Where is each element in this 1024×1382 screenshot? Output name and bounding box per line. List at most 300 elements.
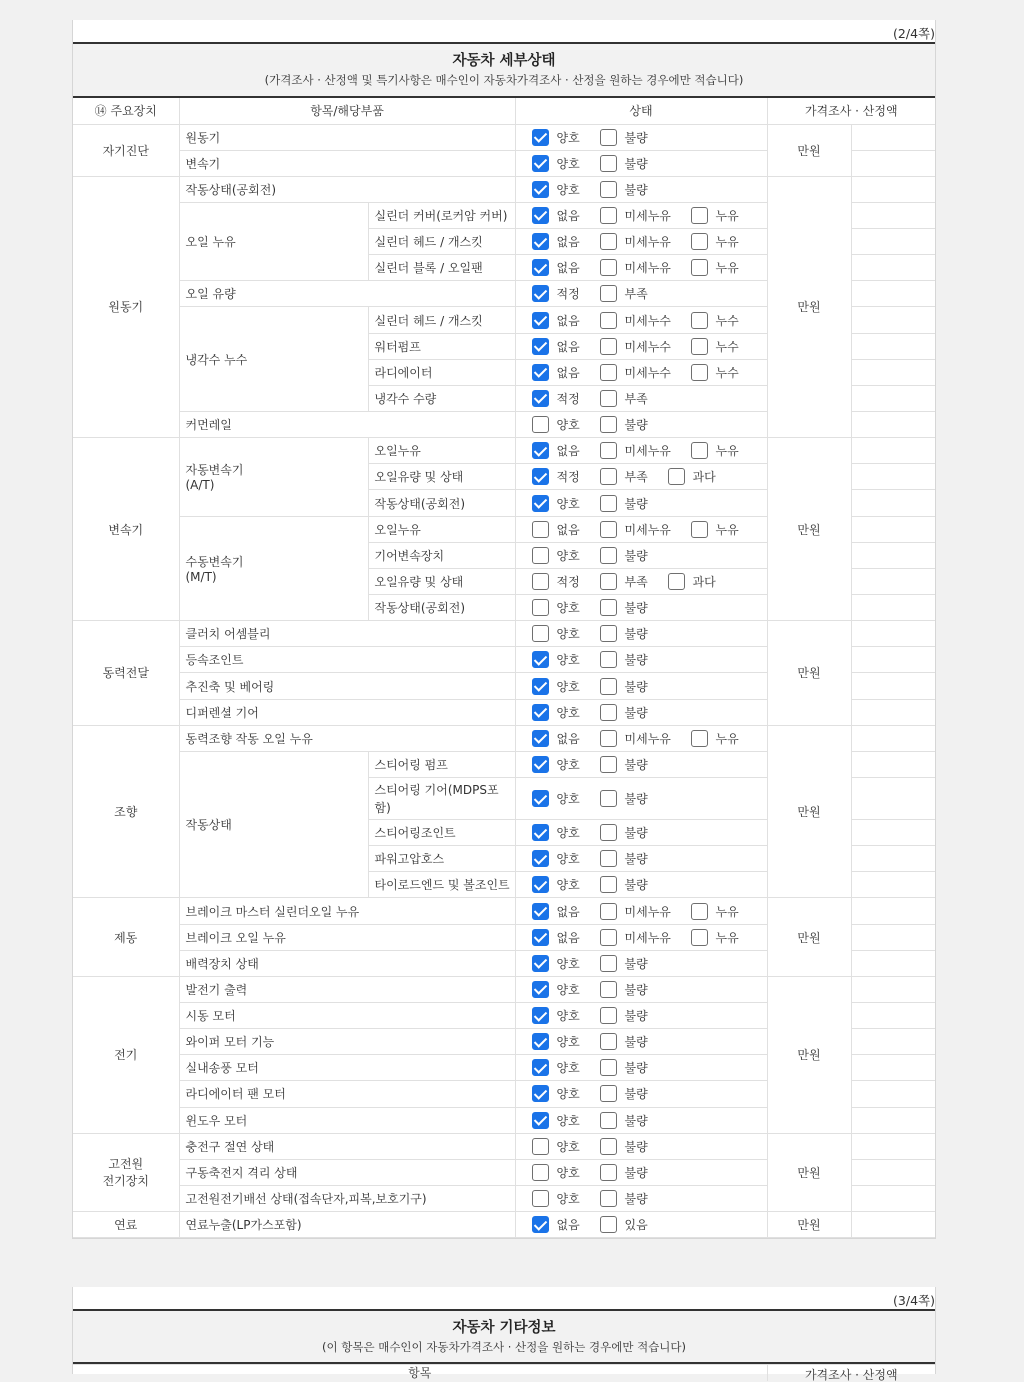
status-option[interactable]: [691, 233, 739, 250]
status-option[interactable]: [532, 730, 600, 747]
unchecked-checkbox[interactable]: [600, 678, 617, 695]
checked-checkbox[interactable]: [532, 285, 549, 302]
item-cell: 라디에이터 팬 모터: [179, 1081, 515, 1107]
status-option[interactable]: [532, 495, 600, 512]
price-unit-cell: 만원: [767, 438, 851, 621]
status-option-label: 불량: [624, 852, 648, 867]
status-option[interactable]: [532, 1164, 600, 1181]
status-option[interactable]: [600, 181, 648, 198]
unchecked-checkbox[interactable]: [600, 756, 617, 773]
status-option[interactable]: [532, 338, 600, 355]
remarks-input-cell[interactable]: [851, 516, 935, 542]
remarks-input-cell[interactable]: [851, 1212, 935, 1238]
unchecked-checkbox[interactable]: [532, 1164, 549, 1181]
item-cell: 고전원전기배선 상태(접속단자,피복,보호기구): [179, 1185, 515, 1211]
checked-checkbox[interactable]: [532, 730, 549, 747]
checked-checkbox[interactable]: [532, 1085, 549, 1102]
status-option-label: 양호: [556, 496, 580, 511]
unchecked-checkbox[interactable]: [668, 573, 685, 590]
unchecked-checkbox[interactable]: [600, 876, 617, 893]
remarks-input-cell[interactable]: [851, 820, 935, 846]
remarks-input-cell[interactable]: [851, 359, 935, 385]
remarks-input-cell[interactable]: [851, 778, 935, 820]
remarks-input-cell[interactable]: [851, 124, 935, 150]
status-option[interactable]: [532, 390, 600, 407]
unchecked-checkbox[interactable]: [600, 155, 617, 172]
remarks-input-cell[interactable]: [851, 1133, 935, 1159]
unchecked-checkbox[interactable]: [600, 442, 617, 459]
remarks-input-cell[interactable]: [851, 673, 935, 699]
status-option[interactable]: [691, 442, 739, 459]
unchecked-checkbox[interactable]: [600, 1138, 617, 1155]
unchecked-checkbox[interactable]: [600, 547, 617, 564]
checked-checkbox[interactable]: [532, 1033, 549, 1050]
status-option-label: 불량: [624, 1087, 648, 1102]
status-option[interactable]: [600, 233, 691, 250]
unchecked-checkbox[interactable]: [600, 599, 617, 616]
status-option[interactable]: [532, 468, 600, 485]
status-option[interactable]: [600, 850, 648, 867]
remarks-input-cell[interactable]: [851, 150, 935, 176]
status-cell: [515, 699, 767, 725]
unchecked-checkbox[interactable]: [691, 312, 708, 329]
remarks-input-cell[interactable]: [851, 307, 935, 333]
status-option[interactable]: [691, 521, 739, 538]
status-option[interactable]: [532, 1085, 600, 1102]
remarks-input-cell[interactable]: [851, 1081, 935, 1107]
unchecked-checkbox[interactable]: [600, 981, 617, 998]
status-option[interactable]: [532, 790, 600, 807]
status-cell: [515, 924, 767, 950]
unchecked-checkbox[interactable]: [691, 929, 708, 946]
status-option-label: 양호: [556, 601, 580, 616]
unchecked-checkbox[interactable]: [600, 850, 617, 867]
status-option[interactable]: [600, 338, 691, 355]
unchecked-checkbox[interactable]: [532, 416, 549, 433]
sub-item-cell: 실린더 커버(로커암 커버): [368, 202, 515, 228]
status-option[interactable]: [600, 155, 648, 172]
status-option[interactable]: [532, 678, 600, 695]
status-option[interactable]: [532, 129, 600, 146]
status-option-label: 불량: [624, 679, 648, 694]
checked-checkbox[interactable]: [532, 468, 549, 485]
status-option[interactable]: [532, 1138, 600, 1155]
checked-checkbox[interactable]: [532, 929, 549, 946]
unchecked-checkbox[interactable]: [532, 1190, 549, 1207]
unchecked-checkbox[interactable]: [600, 468, 617, 485]
checked-checkbox[interactable]: [532, 1216, 549, 1233]
status-cell: [515, 846, 767, 872]
status-option[interactable]: [600, 981, 648, 998]
status-option[interactable]: [532, 259, 600, 276]
remarks-input-cell[interactable]: [851, 898, 935, 924]
status-option[interactable]: [532, 181, 600, 198]
status-option[interactable]: [600, 521, 691, 538]
checked-checkbox[interactable]: [532, 651, 549, 668]
status-option[interactable]: [532, 573, 600, 590]
remarks-input-cell[interactable]: [851, 1029, 935, 1055]
status-option[interactable]: [600, 442, 691, 459]
status-option[interactable]: [532, 285, 600, 302]
item-cell: 클러치 어셈블리: [179, 621, 515, 647]
remarks-input-cell[interactable]: [851, 229, 935, 255]
unchecked-checkbox[interactable]: [600, 338, 617, 355]
unchecked-checkbox[interactable]: [600, 955, 617, 972]
checked-checkbox[interactable]: [532, 903, 549, 920]
header-price: 가격조사 · 산정액: [767, 1365, 935, 1382]
unchecked-checkbox[interactable]: [691, 364, 708, 381]
unchecked-checkbox[interactable]: [691, 259, 708, 276]
status-option[interactable]: [600, 285, 648, 302]
unchecked-checkbox[interactable]: [532, 521, 549, 538]
unchecked-checkbox[interactable]: [600, 1216, 617, 1233]
checked-checkbox[interactable]: [532, 756, 549, 773]
remarks-input-cell[interactable]: [851, 924, 935, 950]
remarks-input-cell[interactable]: [851, 699, 935, 725]
status-option[interactable]: [600, 824, 648, 841]
item-cell: 오일 누유: [179, 202, 368, 280]
status-option[interactable]: [691, 312, 739, 329]
status-option[interactable]: [600, 207, 691, 224]
unchecked-checkbox[interactable]: [668, 468, 685, 485]
status-option[interactable]: [600, 1138, 648, 1155]
checked-checkbox[interactable]: [532, 1059, 549, 1076]
status-option[interactable]: [532, 416, 600, 433]
sub-item-cell: 오일유량 및 상태: [368, 568, 515, 594]
remarks-input-cell[interactable]: [851, 438, 935, 464]
status-option-label: 없음: [556, 365, 580, 380]
status-option-label: 불량: [624, 1192, 648, 1207]
status-option[interactable]: [600, 364, 691, 381]
unchecked-checkbox[interactable]: [600, 521, 617, 538]
unchecked-checkbox[interactable]: [600, 285, 617, 302]
unchecked-checkbox[interactable]: [600, 312, 617, 329]
status-option[interactable]: [532, 651, 600, 668]
remarks-input-cell[interactable]: [851, 1003, 935, 1029]
status-cell: [515, 412, 767, 438]
item-cell: 발전기 출력: [179, 976, 515, 1002]
remarks-input-cell[interactable]: [851, 1055, 935, 1081]
status-option-label: 양호: [556, 878, 580, 893]
unchecked-checkbox[interactable]: [600, 573, 617, 590]
remarks-input-cell[interactable]: [851, 1107, 935, 1133]
status-option[interactable]: [600, 390, 648, 407]
status-option[interactable]: [532, 1033, 600, 1050]
checked-checkbox[interactable]: [532, 981, 549, 998]
remarks-input-cell[interactable]: [851, 1185, 935, 1211]
unchecked-checkbox[interactable]: [600, 1190, 617, 1207]
status-option[interactable]: [532, 756, 600, 773]
status-option[interactable]: [600, 625, 648, 642]
status-option-label: 양호: [556, 1061, 580, 1076]
status-option-label: 없음: [556, 313, 580, 328]
status-option-label: 부족: [624, 470, 648, 485]
status-cell: [515, 725, 767, 751]
checked-checkbox[interactable]: [532, 1112, 549, 1129]
status-cell: [515, 281, 767, 307]
status-option[interactable]: [600, 495, 648, 512]
remarks-input-cell[interactable]: [851, 333, 935, 359]
status-option[interactable]: [532, 1216, 600, 1233]
status-option[interactable]: [600, 678, 648, 695]
status-option[interactable]: [691, 207, 739, 224]
status-option[interactable]: [691, 259, 739, 276]
status-option[interactable]: [600, 416, 648, 433]
status-option[interactable]: [532, 155, 600, 172]
status-option[interactable]: [532, 981, 600, 998]
checked-checkbox[interactable]: [532, 312, 549, 329]
item-cell: 자동변속기 (A/T): [179, 438, 368, 516]
checked-checkbox[interactable]: [532, 824, 549, 841]
checked-checkbox[interactable]: [532, 338, 549, 355]
unchecked-checkbox[interactable]: [600, 1059, 617, 1076]
unchecked-checkbox[interactable]: [600, 1007, 617, 1024]
unchecked-checkbox[interactable]: [600, 824, 617, 841]
status-option[interactable]: [532, 364, 600, 381]
checked-checkbox[interactable]: [532, 790, 549, 807]
unchecked-checkbox[interactable]: [532, 547, 549, 564]
status-option[interactable]: [600, 1112, 648, 1129]
price-unit-cell: 만원: [767, 124, 851, 176]
status-option[interactable]: [668, 468, 716, 485]
unchecked-checkbox[interactable]: [600, 1085, 617, 1102]
unchecked-checkbox[interactable]: [600, 704, 617, 721]
status-option[interactable]: [532, 903, 600, 920]
remarks-input-cell[interactable]: [851, 950, 935, 976]
unchecked-checkbox[interactable]: [600, 495, 617, 512]
status-option[interactable]: [532, 312, 600, 329]
remarks-input-cell[interactable]: [851, 872, 935, 898]
unchecked-checkbox[interactable]: [600, 364, 617, 381]
status-option-label: 불량: [624, 1139, 648, 1154]
unchecked-checkbox[interactable]: [600, 233, 617, 250]
status-option-label: 불량: [624, 548, 648, 563]
checked-checkbox[interactable]: [532, 678, 549, 695]
remarks-input-cell[interactable]: [851, 751, 935, 777]
checked-checkbox[interactable]: [532, 207, 549, 224]
status-option[interactable]: [532, 955, 600, 972]
remarks-input-cell[interactable]: [851, 412, 935, 438]
unchecked-checkbox[interactable]: [600, 625, 617, 642]
status-option[interactable]: [600, 704, 648, 721]
status-option[interactable]: [600, 468, 668, 485]
remarks-input-cell[interactable]: [851, 542, 935, 568]
unchecked-checkbox[interactable]: [600, 181, 617, 198]
status-option[interactable]: [532, 547, 600, 564]
unchecked-checkbox[interactable]: [691, 442, 708, 459]
checked-checkbox[interactable]: [532, 955, 549, 972]
status-option[interactable]: [600, 651, 648, 668]
status-option[interactable]: [600, 1033, 648, 1050]
status-option[interactable]: [600, 730, 691, 747]
checked-checkbox[interactable]: [532, 876, 549, 893]
remarks-input-cell[interactable]: [851, 568, 935, 594]
checked-checkbox[interactable]: [532, 850, 549, 867]
unchecked-checkbox[interactable]: [600, 730, 617, 747]
remarks-input-cell[interactable]: [851, 281, 935, 307]
unchecked-checkbox[interactable]: [600, 790, 617, 807]
checked-checkbox[interactable]: [532, 704, 549, 721]
status-option-label: 누유: [715, 522, 739, 537]
status-option[interactable]: [532, 704, 600, 721]
checked-checkbox[interactable]: [532, 364, 549, 381]
unchecked-checkbox[interactable]: [600, 390, 617, 407]
status-option[interactable]: [600, 573, 668, 590]
detail-status-table: [73, 98, 935, 1238]
status-option-label: 누유: [715, 904, 739, 919]
unchecked-checkbox[interactable]: [600, 129, 617, 146]
status-option-label: 양호: [556, 1087, 580, 1102]
remarks-input-cell[interactable]: [851, 202, 935, 228]
unchecked-checkbox[interactable]: [600, 259, 617, 276]
category-cell: 연료: [73, 1212, 179, 1238]
status-option-label: 누유: [715, 261, 739, 276]
status-option[interactable]: [691, 929, 739, 946]
unchecked-checkbox[interactable]: [532, 573, 549, 590]
remarks-input-cell[interactable]: [851, 490, 935, 516]
unchecked-checkbox[interactable]: [600, 1033, 617, 1050]
status-option[interactable]: [691, 730, 739, 747]
status-cell: [515, 490, 767, 516]
status-option[interactable]: [600, 1164, 648, 1181]
category-cell: 전기: [73, 976, 179, 1133]
status-option-label: 미세누유: [624, 904, 671, 919]
status-option[interactable]: [600, 903, 691, 920]
header-status: 상태: [515, 98, 767, 124]
unchecked-checkbox[interactable]: [532, 625, 549, 642]
checked-checkbox[interactable]: [532, 259, 549, 276]
status-option[interactable]: [691, 903, 739, 920]
status-option[interactable]: [600, 1007, 648, 1024]
status-option-label: 불량: [624, 653, 648, 668]
status-option[interactable]: [691, 338, 739, 355]
status-option[interactable]: [600, 1085, 648, 1102]
unchecked-checkbox[interactable]: [600, 1112, 617, 1129]
unchecked-checkbox[interactable]: [691, 903, 708, 920]
item-cell: 윈도우 모터: [179, 1107, 515, 1133]
status-cell: [515, 1055, 767, 1081]
status-cell: [515, 621, 767, 647]
remarks-input-cell[interactable]: [851, 595, 935, 621]
checked-checkbox[interactable]: [532, 1007, 549, 1024]
status-option[interactable]: [532, 233, 600, 250]
unchecked-checkbox[interactable]: [691, 233, 708, 250]
sub-item-cell: 오일누유: [368, 516, 515, 542]
status-option[interactable]: [532, 521, 600, 538]
sub-item-cell: 기어변속장치: [368, 542, 515, 568]
header-item: 항목/해당부품: [179, 98, 515, 124]
status-option[interactable]: [600, 129, 648, 146]
checked-checkbox[interactable]: [532, 233, 549, 250]
unchecked-checkbox[interactable]: [600, 651, 617, 668]
remarks-input-cell[interactable]: [851, 464, 935, 490]
status-option[interactable]: [532, 850, 600, 867]
checked-checkbox[interactable]: [532, 390, 549, 407]
status-option-label: 불량: [624, 705, 648, 720]
unchecked-checkbox[interactable]: [691, 521, 708, 538]
checked-checkbox[interactable]: [532, 442, 549, 459]
section-header: [73, 1309, 935, 1364]
status-option-label: 있음: [624, 1218, 648, 1233]
unchecked-checkbox[interactable]: [600, 903, 617, 920]
status-option[interactable]: [532, 442, 600, 459]
remarks-input-cell[interactable]: [851, 255, 935, 281]
status-option[interactable]: [532, 1007, 600, 1024]
status-cell: [515, 595, 767, 621]
remarks-input-cell[interactable]: [851, 1159, 935, 1185]
status-option[interactable]: [532, 929, 600, 946]
unchecked-checkbox[interactable]: [691, 207, 708, 224]
status-option[interactable]: [532, 1112, 600, 1129]
price-unit-cell: 만원: [767, 898, 851, 976]
status-option[interactable]: [532, 625, 600, 642]
status-option-label: 불량: [624, 1035, 648, 1050]
unchecked-checkbox[interactable]: [600, 207, 617, 224]
unchecked-checkbox[interactable]: [691, 338, 708, 355]
status-option[interactable]: [600, 599, 648, 616]
status-option[interactable]: [600, 955, 648, 972]
unchecked-checkbox[interactable]: [600, 929, 617, 946]
status-option-label: 불량: [624, 1061, 648, 1076]
status-cell: [515, 229, 767, 255]
remarks-input-cell[interactable]: [851, 725, 935, 751]
unchecked-checkbox[interactable]: [691, 730, 708, 747]
status-option[interactable]: [532, 207, 600, 224]
status-option[interactable]: [532, 876, 600, 893]
status-option[interactable]: [668, 573, 716, 590]
remarks-input-cell[interactable]: [851, 385, 935, 411]
status-option[interactable]: [600, 876, 648, 893]
status-option[interactable]: [600, 259, 691, 276]
checked-checkbox[interactable]: [532, 129, 549, 146]
remarks-input-cell[interactable]: [851, 846, 935, 872]
item-cell: 브레이크 오일 누유: [179, 924, 515, 950]
status-option[interactable]: [532, 599, 600, 616]
status-option[interactable]: [600, 1216, 648, 1233]
status-option[interactable]: [600, 756, 648, 773]
sub-item-cell: 스티어링 기어(MDPS포함): [368, 778, 515, 820]
section-subtitle: (이 항목은 매수인이 자동차가격조사 · 산정을 원하는 경우에만 적습니다): [321, 1340, 687, 1354]
remarks-input-cell[interactable]: [851, 976, 935, 1002]
status-option[interactable]: [600, 312, 691, 329]
status-option-label: 미세누수: [624, 365, 671, 380]
remarks-input-cell[interactable]: [851, 176, 935, 202]
sub-item-cell: 실린더 블록 / 오일팬: [368, 255, 515, 281]
status-option[interactable]: [600, 790, 648, 807]
unchecked-checkbox[interactable]: [532, 1138, 549, 1155]
status-option[interactable]: [600, 929, 691, 946]
status-option[interactable]: [600, 1190, 648, 1207]
checked-checkbox[interactable]: [532, 495, 549, 512]
checked-checkbox[interactable]: [532, 181, 549, 198]
status-option[interactable]: [600, 1059, 648, 1076]
status-option[interactable]: [600, 547, 648, 564]
item-cell: 시동 모터: [179, 1003, 515, 1029]
unchecked-checkbox[interactable]: [532, 599, 549, 616]
remarks-input-cell[interactable]: [851, 621, 935, 647]
status-option[interactable]: [532, 1190, 600, 1207]
unchecked-checkbox[interactable]: [600, 416, 617, 433]
remarks-input-cell[interactable]: [851, 647, 935, 673]
status-option[interactable]: [532, 824, 600, 841]
unchecked-checkbox[interactable]: [600, 1164, 617, 1181]
status-option[interactable]: [532, 1059, 600, 1076]
status-option-label: 양호: [556, 852, 580, 867]
status-cell: [515, 1212, 767, 1238]
checked-checkbox[interactable]: [532, 155, 549, 172]
status-option-label: 불량: [624, 418, 648, 433]
status-option[interactable]: [691, 364, 739, 381]
